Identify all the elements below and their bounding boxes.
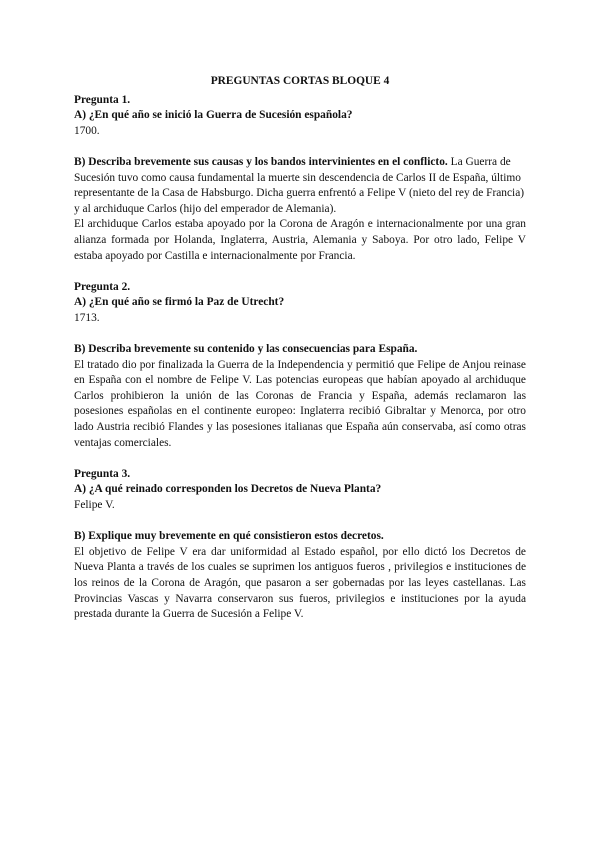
document-title: PREGUNTAS CORTAS BLOQUE 4	[210, 75, 390, 87]
spacer	[74, 264, 526, 280]
spacer	[74, 514, 526, 530]
question-2-answer-a: 1713.	[74, 311, 100, 324]
question-1-answer-b: La Guerra de Sucesión tuvo como causa fundamental la muerte sin descendencia de Carlos II de España, último representante de la Casa de Habsburgo. Dicha guerra enfrentó a Felipe V (nieto del rey de Francia) y al archiduque Carlos (hijo del emperador de Alemania).	[74, 155, 525, 215]
question-2-heading: Pregunta 2.	[74, 280, 131, 293]
question-1-answer-a: 1700.	[74, 124, 100, 137]
question-1-answer-b-continued: El archiduque Carlos estaba apoyado por la Corona de Aragón e internacionalmente por una gran alianza formada por Holanda, Inglaterra, Austria, Alemania y Saboya. Por otro lado, Felipe V estaba apoyado por Castilla e internacionalmente por Francia.	[74, 218, 526, 262]
question-1-part-b: B) Describa brevemente sus causas y los bandos intervinientes en el conflicto.	[74, 155, 448, 168]
question-3	[74, 467, 526, 623]
question-1	[74, 93, 526, 265]
question-3-answer-a: Felipe V.	[74, 499, 115, 512]
question-2	[74, 280, 526, 452]
spacer	[74, 451, 526, 467]
question-2-part-a: A) ¿En qué año se firmó la Paz de Utrecht?	[74, 296, 285, 309]
question-3-heading: Pregunta 3.	[74, 467, 131, 480]
question-3-answer-b: El objetivo de Felipe V era dar uniformidad al Estado español, por ello dictó los Decretos de Nueva Planta a través de los cuales se suprimen los antiguos fueros , privilegios e instituciones de los reinos de la Corona de Aragón, que pasaron a ser gobernadas por las leyes castellanas. Las Provincias Vascas y Navarra conservaron sus fueros, privilegios e instituciones por la ayuda prestada durante la Guerra de Sucesión a Felipe V.	[74, 545, 526, 621]
question-1-heading: Pregunta 1.	[74, 93, 131, 106]
question-3-part-b: B) Explique muy brevemente en qué consistieron estos decretos.	[74, 530, 384, 543]
spacer	[74, 139, 526, 155]
question-2-part-b: B) Describa brevemente su contenido y las consecuencias para España.	[74, 343, 418, 356]
question-1-part-b-paragraph	[74, 155, 526, 217]
question-1-part-a: A) ¿En qué año se inició la Guerra de Sucesión española?	[74, 109, 353, 122]
spacer	[74, 327, 526, 343]
question-2-answer-b: El tratado dio por finalizada la Guerra de la Independencia y permitió que Felipe de Anjou reinase en España con el nombre de Felipe V. Las potencias europeas que habían apoyado al archiduque Carlos prohibieron la unión de las Coronas de Francia y España, además reclamaron las posesiones españolas en el continente europeo: Inglaterra recibió Gibraltar y Menorca, por otro lado Austria recibió Flandes y las posesiones italianas que España aún conservaba, así como otras ventajas comerciales.	[74, 358, 526, 449]
question-3-part-a: A) ¿A qué reinado corresponden los Decretos de Nueva Planta?	[74, 483, 382, 496]
